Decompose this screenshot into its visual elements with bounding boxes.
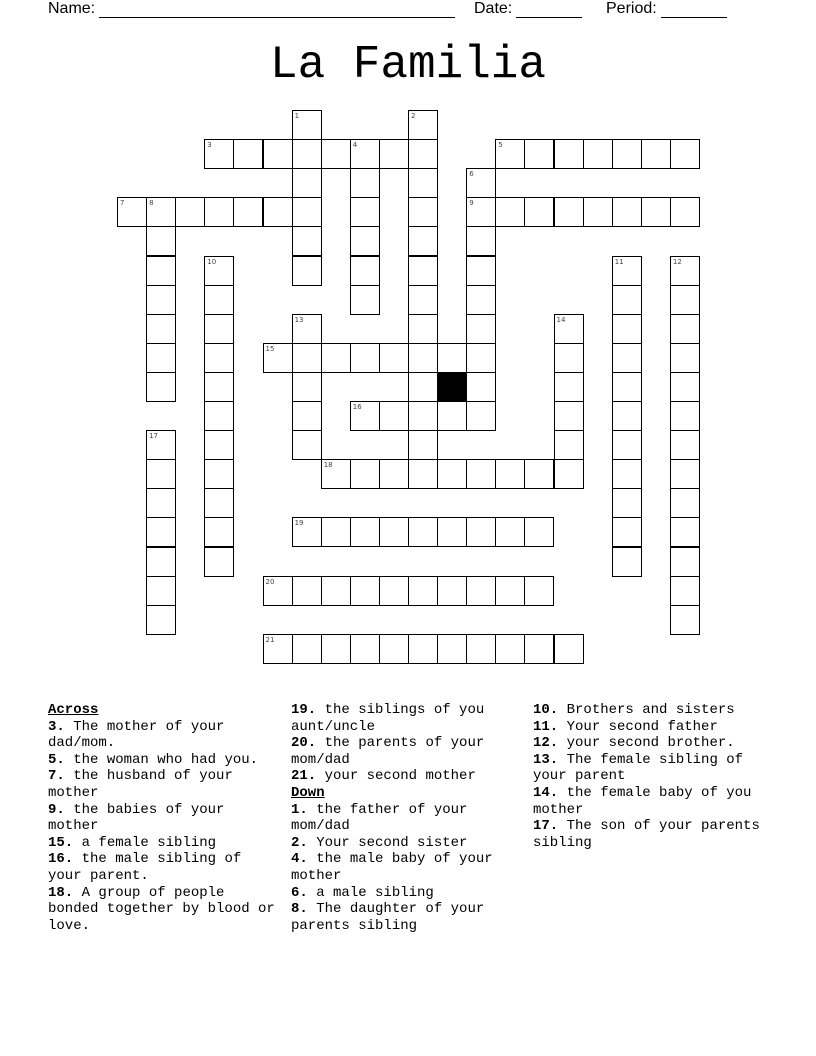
clue-number-8: 8: [149, 199, 154, 208]
crossword-cell[interactable]: [146, 314, 176, 344]
crossword-cell[interactable]: [612, 197, 642, 227]
crossword-cell[interactable]: [408, 372, 438, 402]
crossword-cell[interactable]: [146, 605, 176, 635]
crossword-cell[interactable]: [321, 139, 351, 169]
crossword-cell[interactable]: [263, 197, 293, 227]
clue-across-19: 19. the siblings of you aunt/uncle: [291, 702, 485, 735]
crossword-cell[interactable]: [583, 139, 613, 169]
crossword-cell[interactable]: [612, 547, 642, 577]
crossword-cell[interactable]: [612, 401, 642, 431]
crossword-cell[interactable]: [204, 459, 234, 489]
clue-number-3: 3: [207, 141, 212, 150]
crossword-cell[interactable]: [350, 226, 380, 256]
crossword-cell[interactable]: [670, 197, 700, 227]
crossword-cell[interactable]: [204, 197, 234, 227]
crossword-cell[interactable]: [146, 459, 176, 489]
crossword-cell[interactable]: [350, 634, 380, 664]
crossword-cell[interactable]: [437, 459, 467, 489]
crossword-cell[interactable]: [263, 576, 293, 606]
crossword-cell[interactable]: [612, 517, 642, 547]
clue-number-1: 1: [294, 112, 300, 120]
crossword-cell[interactable]: [466, 285, 496, 315]
crossword-cell[interactable]: [263, 634, 293, 664]
clue-across-20: 20. the parents of your mom/dad: [291, 735, 485, 768]
crossword-cell[interactable]: [670, 256, 700, 286]
crossword-cell[interactable]: [670, 343, 700, 373]
crossword-cell[interactable]: [408, 139, 438, 169]
crossword-cell[interactable]: [408, 459, 438, 489]
crossword-cell[interactable]: [495, 517, 525, 547]
clue-number-19: 19: [294, 519, 304, 528]
crossword-cell[interactable]: [495, 634, 525, 664]
crossword-cell[interactable]: [437, 401, 467, 431]
clue-across-7: 7. the husband of your mother: [48, 768, 233, 801]
crossword-cell[interactable]: [408, 634, 438, 664]
crossword-cell[interactable]: [379, 343, 409, 373]
crossword-cell[interactable]: [408, 168, 438, 198]
crossword-cell[interactable]: [146, 285, 176, 315]
clue-down-12: 12. your second brother.: [533, 735, 735, 752]
crossword-cell[interactable]: [321, 576, 351, 606]
crossword-cell[interactable]: [612, 430, 642, 460]
crossword-cell[interactable]: [146, 372, 176, 402]
crossword-cell[interactable]: [292, 110, 322, 140]
crossword-cell[interactable]: [670, 401, 700, 431]
crossword-black-cell: [437, 372, 467, 402]
crossword-cell[interactable]: [146, 226, 176, 256]
crossword-cell[interactable]: [204, 430, 234, 460]
clue-number-2: 2: [411, 112, 416, 120]
clue-down-11: 11. Your second father: [533, 718, 718, 735]
crossword-cell[interactable]: [670, 459, 700, 489]
crossword-cell[interactable]: [321, 343, 351, 373]
crossword-cell[interactable]: [292, 226, 322, 256]
crossword-cell[interactable]: [466, 459, 496, 489]
crossword-cell[interactable]: [554, 314, 584, 344]
clues-column-1: [48, 702, 278, 934]
crossword-cell[interactable]: [408, 517, 438, 547]
crossword-cell[interactable]: [524, 139, 554, 169]
crossword-cell[interactable]: [146, 256, 176, 286]
crossword-cell[interactable]: [204, 314, 234, 344]
clue-number-21: 21: [265, 635, 275, 644]
crossword-cell[interactable]: [292, 256, 322, 286]
crossword-cell[interactable]: [408, 226, 438, 256]
clue-down-17: 17. The son of your parents sibling: [533, 818, 760, 851]
name-label: Name:: [48, 0, 96, 17]
crossword-cell[interactable]: [146, 488, 176, 518]
crossword-cell[interactable]: [350, 517, 380, 547]
crossword-cell[interactable]: [408, 314, 438, 344]
clues-column-2: [291, 702, 525, 934]
clue-number-17: 17: [149, 432, 159, 441]
clue-number-4: 4: [352, 141, 358, 150]
crossword-cell[interactable]: [146, 517, 176, 547]
crossword-cell[interactable]: [350, 285, 380, 315]
crossword-cell[interactable]: [204, 343, 234, 373]
clue-across-3: 3. The mother of your dad/mom.: [48, 718, 225, 752]
crossword-cell[interactable]: [292, 517, 322, 547]
crossword-cell[interactable]: [117, 197, 147, 227]
crossword-cell[interactable]: [641, 139, 671, 169]
crossword-cell[interactable]: [350, 256, 380, 286]
clue-down-8: 8. The daughter of your parents sibling: [291, 901, 485, 934]
crossword-cell[interactable]: [408, 197, 438, 227]
crossword-cell[interactable]: [379, 401, 409, 431]
crossword-cell[interactable]: [292, 430, 322, 460]
crossword-cell[interactable]: [204, 401, 234, 431]
crossword-cell[interactable]: [670, 139, 700, 169]
period-label: Period:: [606, 0, 657, 17]
crossword-cell[interactable]: [524, 517, 554, 547]
crossword-cell[interactable]: [612, 343, 642, 373]
crossword-cell[interactable]: [233, 139, 263, 169]
clue-across-16: 16. the male sibling of your parent.: [48, 851, 242, 884]
crossword-cell[interactable]: [670, 314, 700, 344]
crossword-cell[interactable]: [408, 401, 438, 431]
crossword-cell[interactable]: [408, 256, 438, 286]
crossword-cell[interactable]: [292, 139, 322, 169]
clue-number-15: 15: [265, 344, 275, 353]
crossword-cell[interactable]: [466, 197, 496, 227]
crossword-cell[interactable]: [292, 314, 322, 344]
crossword-cell[interactable]: [612, 139, 642, 169]
clue-number-7: 7: [120, 199, 125, 208]
clues-column-3: [533, 702, 773, 851]
crossword-cell[interactable]: [612, 285, 642, 315]
crossword-cell[interactable]: [175, 197, 205, 227]
crossword-cell[interactable]: [204, 256, 234, 286]
crossword-cell[interactable]: [350, 197, 380, 227]
crossword-cell[interactable]: [524, 459, 554, 489]
crossword-cell[interactable]: [437, 517, 467, 547]
crossword-cell[interactable]: [292, 634, 322, 664]
crossword-cell[interactable]: [408, 343, 438, 373]
crossword-cell[interactable]: [670, 430, 700, 460]
clue-number-10: 10: [207, 257, 217, 266]
crossword-cell[interactable]: [292, 576, 322, 606]
crossword-cell[interactable]: [466, 634, 496, 664]
crossword-cell[interactable]: [233, 197, 263, 227]
crossword-cell[interactable]: [495, 197, 525, 227]
crossword-cell[interactable]: [379, 459, 409, 489]
crossword-cell[interactable]: [466, 168, 496, 198]
clue-number-16: 16: [352, 403, 362, 411]
crossword-cell[interactable]: [466, 517, 496, 547]
crossword-cell[interactable]: [554, 401, 584, 431]
clue-across-21: 21. your second mother: [291, 768, 476, 785]
crossword-cell[interactable]: [263, 139, 293, 169]
crossword-cell[interactable]: [146, 343, 176, 373]
crossword-cell[interactable]: [466, 226, 496, 256]
crossword-cell[interactable]: [321, 517, 351, 547]
crossword-cell[interactable]: [612, 372, 642, 402]
crossword-cell[interactable]: [612, 314, 642, 344]
crossword-cell[interactable]: [408, 285, 438, 315]
crossword-cell[interactable]: [204, 517, 234, 547]
crossword-cell[interactable]: [466, 256, 496, 286]
clue-down-13: 13. The female sibling of your parent: [533, 751, 744, 785]
crossword-cell[interactable]: [524, 576, 554, 606]
clue-across-18: 18. A group of people bonded together by blood or love.: [48, 884, 275, 934]
crossword-cell[interactable]: [379, 634, 409, 664]
clue-down-1: 1. the father of your mom/dad: [291, 801, 468, 835]
crossword-cell[interactable]: [379, 576, 409, 606]
crossword-cell[interactable]: [408, 576, 438, 606]
page-title: La Familia: [269, 39, 547, 91]
crossword-cell[interactable]: [292, 168, 322, 198]
clue-down-2: 2. Your second sister: [291, 834, 468, 851]
crossword-cell[interactable]: [292, 401, 322, 431]
crossword-cell[interactable]: [350, 168, 380, 198]
crossword-cell[interactable]: [670, 285, 700, 315]
crossword-cell[interactable]: [495, 576, 525, 606]
crossword-cell[interactable]: [670, 605, 700, 635]
crossword-cell[interactable]: [350, 343, 380, 373]
crossword-cell[interactable]: [292, 197, 322, 227]
crossword-cell[interactable]: [466, 401, 496, 431]
clue-number-11: 11: [614, 257, 624, 266]
clue-number-20: 20: [265, 577, 275, 586]
clue-number-12: 12: [672, 257, 682, 266]
crossword-cell[interactable]: [670, 547, 700, 577]
crossword-cell[interactable]: [292, 372, 322, 402]
clue-across-9: 9. the babies of your mother: [48, 801, 225, 835]
clue-down-10: 10. Brothers and sisters: [533, 702, 735, 718]
crossword-cell[interactable]: [437, 576, 467, 606]
crossword-cell[interactable]: [466, 372, 496, 402]
crossword-cell[interactable]: [437, 634, 467, 664]
crossword-cell[interactable]: [554, 430, 584, 460]
crossword-cell[interactable]: [466, 576, 496, 606]
crossword-cell[interactable]: [554, 634, 584, 664]
crossword-cell[interactable]: [554, 139, 584, 169]
crossword-cell[interactable]: [408, 430, 438, 460]
date-label: Date:: [474, 0, 513, 17]
crossword-cell[interactable]: [670, 372, 700, 402]
crossword-cell[interactable]: [554, 197, 584, 227]
crossword-cell[interactable]: [466, 314, 496, 344]
crossword-cell[interactable]: [524, 197, 554, 227]
crossword-cell[interactable]: [350, 401, 380, 431]
crossword-cell[interactable]: [146, 430, 176, 460]
crossword-cell[interactable]: [612, 488, 642, 518]
clue-number-13: 13: [294, 315, 304, 324]
crossword-cell[interactable]: [204, 488, 234, 518]
crossword-cell[interactable]: [350, 576, 380, 606]
crossword-cell[interactable]: [670, 488, 700, 518]
clue-across-5: 5. the woman who had you.: [48, 751, 259, 768]
crossword-cell[interactable]: [146, 576, 176, 606]
crossword-cell[interactable]: [321, 634, 351, 664]
crossword-cell[interactable]: [554, 343, 584, 373]
clue-down-4: 4. the male baby of your mother: [291, 851, 493, 884]
crossword-cell[interactable]: [350, 459, 380, 489]
crossword-cell[interactable]: [204, 139, 234, 169]
crossword-cell[interactable]: [466, 343, 496, 373]
clue-number-14: 14: [556, 315, 566, 324]
clue-across-15: 15. a female sibling: [48, 834, 217, 851]
crossword-cell[interactable]: [204, 372, 234, 402]
crossword-cell[interactable]: [379, 139, 409, 169]
crossword-cell[interactable]: [524, 634, 554, 664]
clue-down-6: 6. a male sibling: [291, 884, 434, 901]
crossword-cell[interactable]: [641, 197, 671, 227]
crossword-cell[interactable]: [437, 343, 467, 373]
clue-number-6: 6: [469, 170, 474, 179]
crossword-cell[interactable]: [321, 459, 351, 489]
clue-number-9: 9: [469, 199, 474, 208]
crossword-cell[interactable]: [408, 110, 438, 140]
crossword-cell[interactable]: [583, 197, 613, 227]
crossword-cell[interactable]: [612, 256, 642, 286]
crossword-cell[interactable]: [379, 517, 409, 547]
crossword-cell[interactable]: [204, 547, 234, 577]
crossword-cell[interactable]: [670, 517, 700, 547]
down-heading: Down: [291, 784, 325, 801]
crossword-cell[interactable]: [292, 343, 322, 373]
crossword-cell[interactable]: [495, 459, 525, 489]
crossword-cell[interactable]: [554, 372, 584, 402]
crossword-cell[interactable]: [495, 139, 525, 169]
clue-number-5: 5: [498, 141, 503, 150]
crossword-cell[interactable]: [350, 139, 380, 169]
clue-down-14: 14. the female baby of you mother: [533, 784, 752, 818]
crossword-cell[interactable]: [263, 343, 293, 373]
crossword-cell[interactable]: [612, 459, 642, 489]
crossword-cell[interactable]: [204, 285, 234, 315]
across-heading: Across: [48, 702, 99, 718]
crossword-cell[interactable]: [554, 459, 584, 489]
crossword-cell[interactable]: [146, 547, 176, 577]
crossword-cell[interactable]: [146, 197, 176, 227]
clue-number-18: 18: [323, 461, 333, 470]
crossword-cell[interactable]: [670, 576, 700, 606]
